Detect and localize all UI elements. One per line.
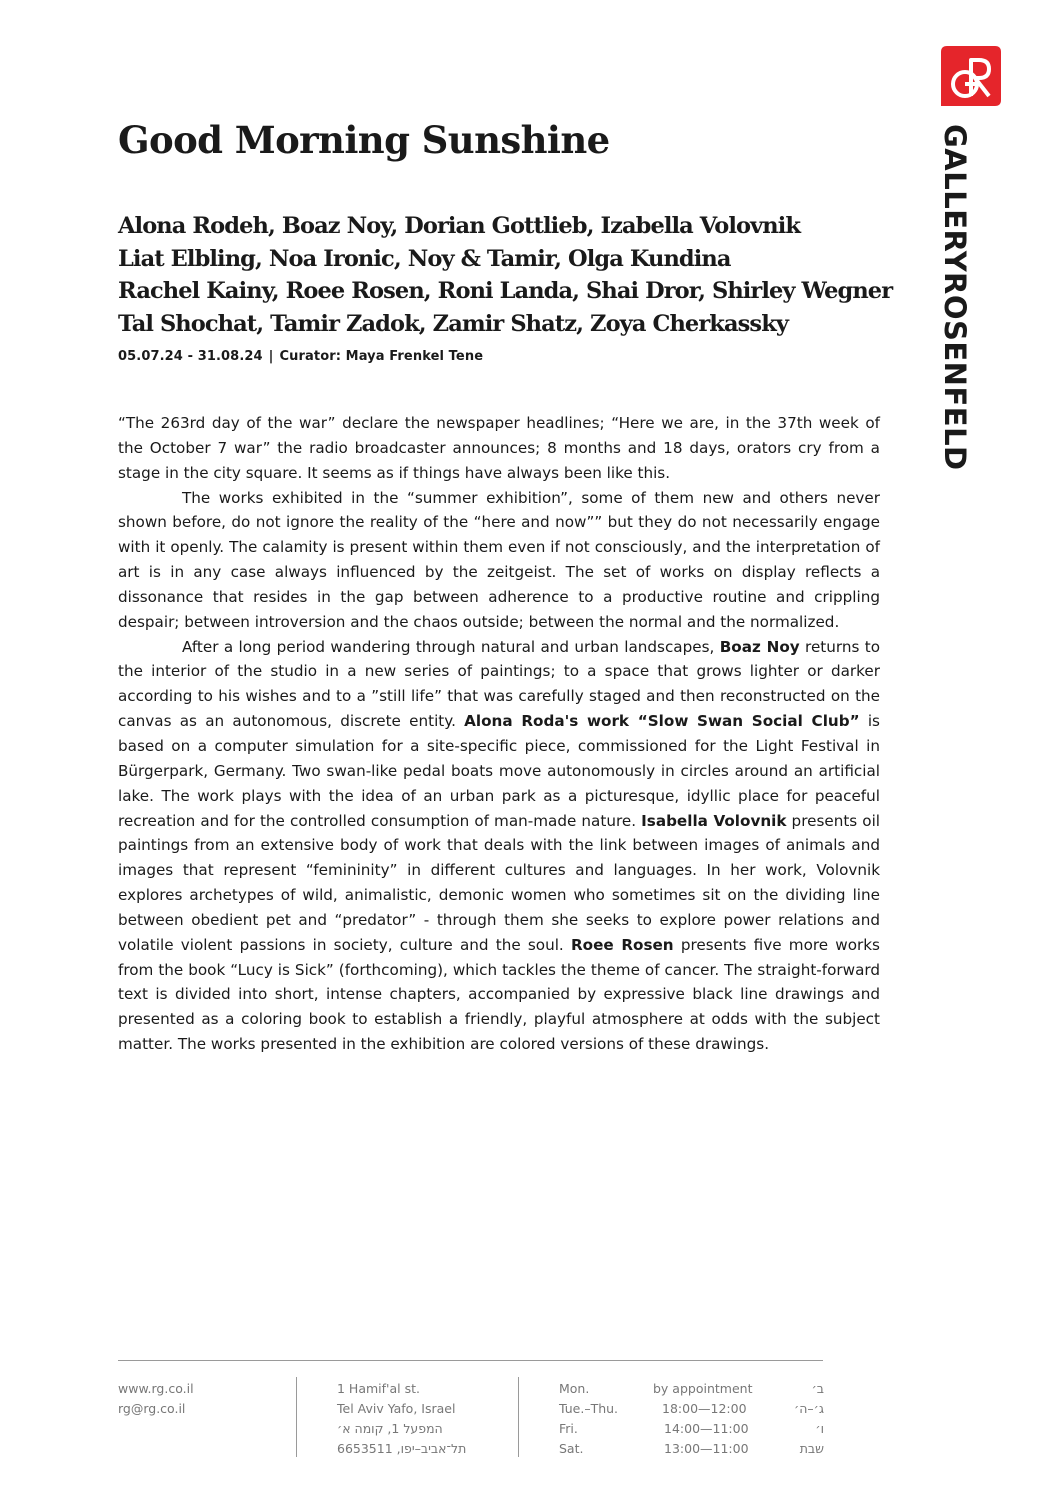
footer-address — [337, 1379, 472, 1459]
artist-name-roee-rosen: Roee Rosen — [570, 935, 674, 954]
exhibition-title: Good Morning Sunshine — [118, 118, 610, 162]
hours-day: Sat. — [559, 1441, 584, 1456]
text-run: is based on a computer simulation for a site-specific piece, commissioned for the Light Festival in Bürgerpark, Germany. Two swan-like pedal boats move autonomously in circles around an artificial lake. The work plays with the idea of an urban park as a picturesque, idyllic place for peaceful recreation and for the controlled consumption of man-made nature. — [118, 712, 880, 830]
hours-time: 18:00—12:00 — [662, 1401, 747, 1416]
text-run: After a long period wandering through natural and urban landscapes, — [182, 637, 720, 656]
artist-line: Rachel Kainy, Roee Rosen, Roni Landa, Shai Dror, Shirley Wegner — [118, 278, 893, 304]
artist-list — [118, 210, 892, 340]
gallery-logo — [941, 46, 1001, 106]
artist-line: Liat Elbling, Noa Ironic, Noy & Tamir, Olga Kundina — [118, 245, 731, 272]
exhibition-text — [118, 411, 880, 1057]
footer-divider — [118, 1360, 823, 1361]
hours-time: 14:00—11:00 — [664, 1421, 749, 1436]
hours-day: Tue.–Thu. — [559, 1401, 619, 1416]
exhibition-meta — [118, 349, 483, 364]
hours-row — [559, 1399, 824, 1419]
hours-row — [559, 1379, 824, 1399]
paragraph-2: The works exhibited in the “summer exhibition”, some of them new and others never shown before, do not ignore the reality of the “here and now”” but they do not necessarily engage with it openly. The calamity is present within them even if not consciously, and the interpretation of art is in any case always influenced by the zeitgeist. The set of works on display reflects a dissonance that resides in the gap between adherence to a productive routine and crippling despair; between introversion and the chaos outside; between the normal and the normalized. — [118, 488, 880, 631]
address-line-hebrew: המפעל 1, קומה א׳ — [337, 1421, 443, 1436]
paragraph-3 — [118, 635, 880, 1057]
email-link[interactable]: rg@rg.co.il — [118, 1401, 186, 1416]
footer-contact — [118, 1379, 194, 1419]
hours-time: by appointment — [653, 1381, 753, 1396]
address-line: Tel Aviv Yafo, Israel — [337, 1401, 456, 1416]
footer-column-divider — [296, 1377, 297, 1457]
hours-day-hebrew: שבת — [799, 1441, 824, 1456]
hours-day: Fri. — [559, 1421, 578, 1436]
hours-day-hebrew: ב׳ — [811, 1381, 824, 1396]
website-link[interactable]: www.rg.co.il — [118, 1381, 194, 1396]
footer-column-divider — [518, 1377, 519, 1457]
opening-hours — [559, 1379, 824, 1459]
hours-time: 13:00—11:00 — [664, 1441, 749, 1456]
paragraph-1: “The 263rd day of the war” declare the newspaper headlines; “Here we are, in the 37th week of the October 7 war” the radio broadcaster announces; 8 months and 18 days, orators cry from a stage in the city square. It seems as if things have always been like this. — [118, 414, 880, 482]
hours-row — [559, 1439, 824, 1459]
meta-separator: | — [268, 349, 274, 364]
artist-name-isabella-volovnik: Isabella Volovnik — [641, 811, 787, 830]
curator-credit: Curator: Maya Frenkel Tene — [279, 349, 484, 364]
artist-name-boaz-noy: Boaz Noy — [719, 637, 800, 656]
text-run: presents oil paintings from an extensive body of work that deals with the link between images of animals and images that represent “femininity” in different cultures and languages. In her work, Volovnik explores archetypes of wild, animalistic, demonic women who sometimes sit on the dividing line between obedient pet and “predator” - through them she seeks to explore power relations and volatile violent passions in society, culture and the soul. — [118, 811, 881, 954]
wordmark-line-1: ROSENFELD — [938, 272, 972, 471]
address-line: 1 Hamif'al st. — [337, 1381, 420, 1396]
hours-row — [559, 1419, 824, 1439]
artist-line: Alona Rodeh, Boaz Noy, Dorian Gottlieb, Izabella Volovnik — [118, 213, 801, 239]
exhibition-dates: 05.07.24 - 31.08.24 — [118, 349, 263, 364]
rg-monogram-icon — [941, 46, 1001, 106]
gallery-wordmark — [938, 124, 971, 471]
address-line-hebrew: תל־אביב–יפו, 6653511 — [337, 1441, 467, 1456]
artist-line: Tal Shochat, Tamir Zadok, Zamir Shatz, Zoya Cherkassky — [118, 310, 789, 337]
hours-day: Mon. — [559, 1381, 590, 1396]
text-run: presents five more works from the book “Lucy is Sick” (forthcoming), which tackles the theme of cancer. The straight-forward text is divided into short, intense chapters, accompanied by expressive black line drawings and presented as a coloring book to establish a friendly, playful atmosphere at odds with the subject matter. The works presented in the exhibition are colored versions of these drawings. — [118, 935, 880, 1054]
text-run: returns to the interior of the studio in a new series of paintings; to a space that grows lighter or darker according to his wishes and to a ”still life” that was carefully staged and then reconstructed on the canvas as an autonomous, discrete entity. — [118, 637, 880, 731]
wordmark-line-2: GALLERY — [938, 124, 972, 273]
hours-day-hebrew: ו׳ — [815, 1421, 824, 1436]
hours-day-hebrew: ג׳–ה׳ — [794, 1401, 824, 1416]
artist-work-alona-roda: Alona Roda's work “Slow Swan Social Club” — [464, 712, 860, 731]
